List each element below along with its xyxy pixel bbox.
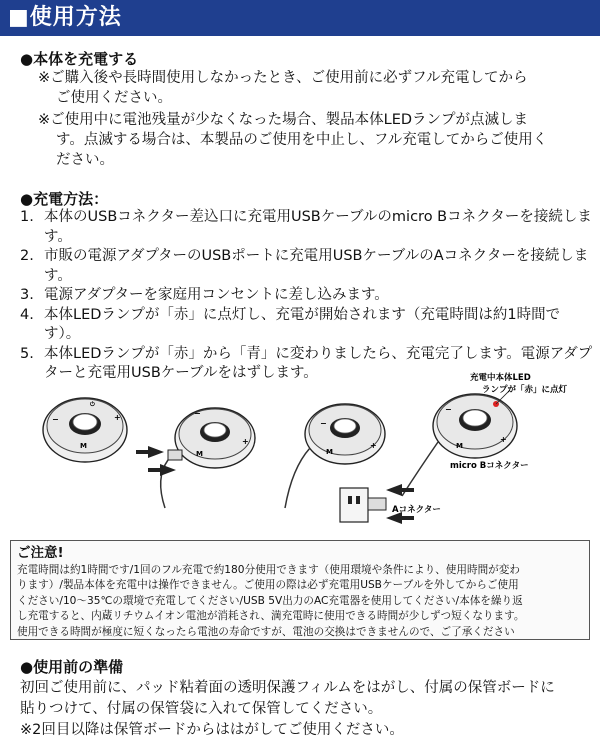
m-label: M <box>326 448 333 456</box>
page-header <box>0 0 600 36</box>
led-label: ランプが「赤」に点灯 <box>482 385 568 395</box>
step-number: 5. <box>20 345 34 362</box>
led-label: 充電中本体LED <box>470 373 531 383</box>
caution-body <box>17 563 583 640</box>
device-illustration-2 <box>136 408 255 508</box>
step-number: 2. <box>20 248 34 264</box>
minus-label: − <box>320 419 327 428</box>
charging-illustration <box>30 368 590 538</box>
caution-line: し充電すると、内蔵リチウムイオン電池が消耗され、満充電時に使用できる時間が少しずつ短くなります。 <box>17 610 525 623</box>
prep-line: ※2回目以降は保管ボードからははがしてご使用ください。 <box>20 722 404 738</box>
charge-note-2-line: す。点滅する場合は、本製品のご使用を中止し、フル充電してからご使用く <box>56 132 548 148</box>
minus-label: − <box>194 409 201 418</box>
prep-section-title: ●使用前の準備 <box>20 658 124 676</box>
charge-note-1-line: ご使用ください。 <box>56 90 172 106</box>
charging-steps <box>20 208 595 384</box>
step-text: 本体のUSBコネクター差込口に充電用USBケーブルのmicro Bコネクターを接続します。 <box>44 209 592 245</box>
step-text: 本体LEDランプが「赤」から「青」に変わりましたら、充電完了します。電源アダプターと充電用USBケーブルをはずします。 <box>44 345 593 381</box>
m-label: M <box>196 450 203 458</box>
method-section-title: ●充電方法： <box>20 190 109 208</box>
charge-section-title: ●本体を充電する <box>20 50 139 68</box>
step-item <box>20 247 595 286</box>
caution-line: ください/10〜35℃の環境で充電してください/USB 5V出力のAC充電器を使用してください/本体を繰り返 <box>17 594 523 607</box>
minus-label: − <box>52 415 59 424</box>
step-number: 4. <box>20 306 34 323</box>
plus-label: + <box>114 413 121 422</box>
charge-note-1-line: ※ご購入後や長時間使用しなかったとき、ご使用前に必ずフル充電してから <box>38 70 528 86</box>
plus-label: + <box>370 441 377 450</box>
arrow-icon <box>136 446 164 458</box>
caution-box <box>10 540 590 640</box>
step-item <box>20 306 595 345</box>
m-label: M <box>80 442 87 450</box>
minus-label: − <box>445 405 452 414</box>
plus-label: + <box>242 437 249 446</box>
step-item <box>20 286 595 306</box>
power-icon: ⏻ <box>90 401 95 408</box>
micro-b-connector-label: micro Bコネクター <box>450 461 529 471</box>
step-number: 1. <box>20 209 34 225</box>
arrow-icon <box>148 464 176 476</box>
device-illustration-3 <box>285 404 385 508</box>
caution-line: ります）/製品本体を充電中は操作できません。ご使用の際は必ず充電用USBケーブルを外してからご使用 <box>17 579 519 592</box>
m-label: M <box>456 442 463 450</box>
step-text: 本体LEDランプが「赤」に点灯し、充電が開始されます（充電時間は約1時間です）。 <box>44 306 561 342</box>
prep-section-body <box>20 678 595 741</box>
step-item <box>20 208 595 247</box>
power-adapter-icon <box>340 488 368 522</box>
step-number: 3. <box>20 287 34 303</box>
a-connector-label: Aコネクター <box>392 505 441 515</box>
plus-label: + <box>500 435 507 444</box>
step-text: 電源アダプターを家庭用コンセントに差し込みます。 <box>44 287 389 303</box>
charge-note-1 <box>38 68 528 108</box>
prep-line: 貼りつけて、付属の保管袋に入れて保管してください。 <box>20 701 383 717</box>
caution-title: ご注意! <box>17 545 64 561</box>
caution-line: 使用できる時間が極度に短くなったら電池の寿命ですが、電池の交換はできませんので、ご了承ください <box>17 625 515 638</box>
charge-note-2 <box>38 110 547 170</box>
charge-note-2-line: ※ご使用中に電池残量が少なくなった場合、製品本体LEDランプが点滅しま <box>38 112 529 128</box>
prep-line: 初回ご使用前に、パッド粘着面の透明保護フィルムをはがし、付属の保管ボードに <box>20 680 555 696</box>
device-illustration-1 <box>43 398 127 462</box>
charge-note-2-line: ださい。 <box>56 152 114 168</box>
arrow-icon <box>386 484 414 496</box>
page-title: ■使用方法 <box>8 5 122 30</box>
caution-line: 充電時間は約1時間です/1回のフル充電で約180分使用できます（使用環境や条件により、使用時間が変わ <box>17 564 520 576</box>
step-text: 市販の電源アダプターのUSBポートに充電用USBケーブルのAコネクターを接続します。 <box>44 248 589 284</box>
